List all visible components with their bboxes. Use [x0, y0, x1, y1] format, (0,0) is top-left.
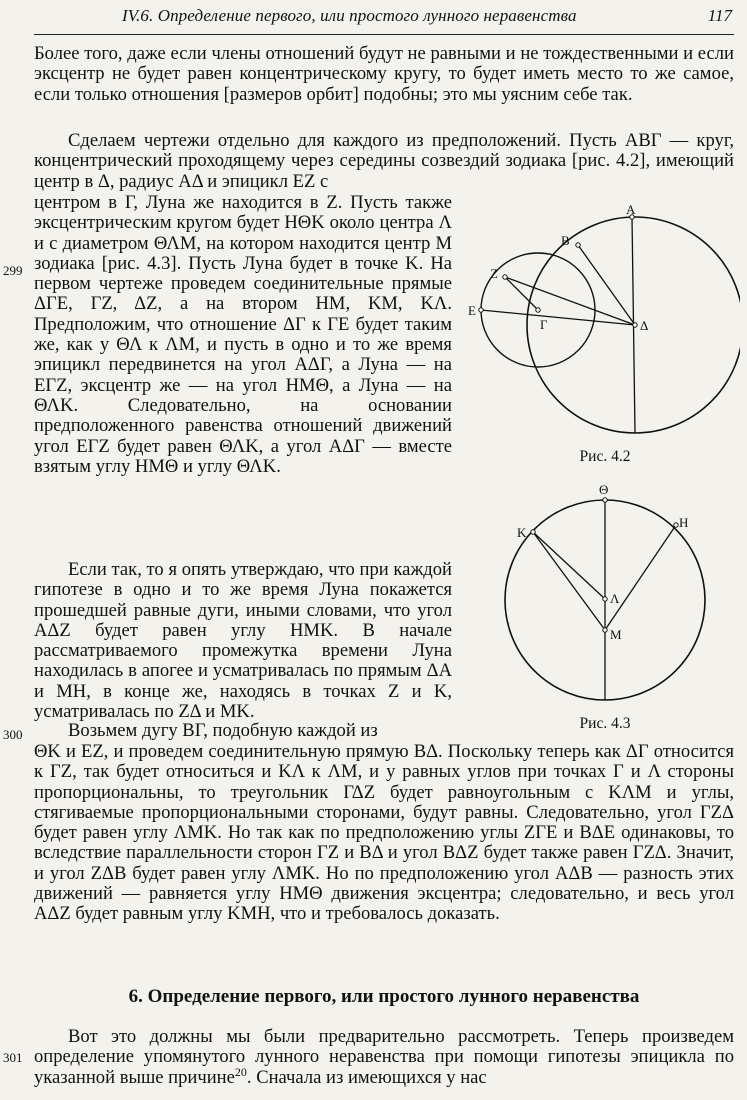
margin-number-300: 300 — [3, 727, 23, 742]
line-KL — [533, 532, 605, 599]
point-H — [674, 523, 678, 527]
footnote-ref: 20 — [234, 1064, 247, 1079]
point-Th — [603, 498, 607, 502]
paragraph-4: Если так, то я опять утверждаю, что при каждой гипотезе в одно и то же время Луна покажется прошедшей равные дуги, иными словами, что угол ΑΔΖ будет равен углу ΗΜΚ. В начале рассматриваемого промежутка времени Луна находилась в апогее и усматривалась по прямым ΔΑ и ΜΗ, в конце же, находясь в точках Ζ и Κ, усматривалась по ΖΔ и ΜΚ. — [34, 559, 452, 723]
label-G: Γ — [540, 317, 548, 332]
running-title: IV.6. Определение первого, или простого лунного неравенства — [122, 6, 577, 25]
figure-4-2 — [460, 205, 740, 440]
caption-4-2: Рис. 4.2 — [579, 448, 631, 465]
label-Z: Ζ — [490, 266, 498, 281]
line-KM — [533, 532, 605, 630]
point-Z — [503, 275, 507, 279]
paragraph-6 — [34, 1027, 734, 1088]
margin-number-299: 299 — [3, 263, 23, 278]
point-B — [576, 243, 580, 247]
point-D — [633, 323, 637, 327]
label-K: Κ — [517, 525, 527, 540]
paragraph-5-start: Возьмем дугу ΒΓ, подобную каждой из — [68, 720, 378, 741]
point-E — [479, 308, 483, 312]
line-HM — [605, 525, 676, 630]
label-Th: Θ — [599, 482, 609, 497]
point-G — [536, 308, 540, 312]
line-EGD — [481, 310, 635, 325]
paragraph-1: Более того, даже если члены отношений будут не равными и не тождественными и если эксцентр не будет равен концентрическому кругу, то будет иметь место то же самое, если только отношения [размеров орбит] подобны; это мы уясним себе так. — [34, 43, 734, 105]
point-K — [531, 530, 535, 534]
label-L: Λ — [610, 591, 620, 606]
label-A: Α — [626, 205, 636, 217]
point-M — [603, 628, 607, 632]
line-ZG — [505, 277, 538, 310]
section-heading: 6. Определение первого, или простого лунного неравенства — [128, 986, 640, 1007]
margin-number-301: 301 — [3, 1050, 23, 1065]
label-H: Η — [679, 515, 689, 530]
figure-4-3 — [490, 482, 730, 707]
caption-4-3: Рис. 4.3 — [579, 715, 631, 732]
paragraph-6-tail: . Сначала из имеющихся у нас — [246, 1066, 487, 1088]
paragraph-2: Сделаем чертежи отдельно для каждого из предположений. Пусть ΑΒΓ — круг, концентрический проходящему через середины созвездий зодиака [рис. 4.2], имеющий центр в Δ, радиус ΑΔ и эпицикл ΕΖ с — [34, 130, 734, 192]
line-ZD — [505, 277, 635, 325]
paragraph-3: центром в Γ, Луна же находится в Ζ. Пусть также эксцентрическим кругом будет ΗΘΚ около центра Λ и с диаметром ΘΛΜ, на котором находится центр Μ зодиака [рис. 4.3]. Пусть Луна будет в точке Κ. На первом чертеже проведем соединительные прямые ΔΓΕ, ΓΖ, ΔΖ, а на втором ΗΜ, ΚΜ, ΚΛ. Предположим, что отношение ΔΓ к ΓΕ будет таким же, как у ΘΛ к ΛΜ, и пусть в одно и то же время эпицикл передвинется на угол ΑΔΓ, а Луна — на ΕΓΖ, эксцентр же — на угол ΗΜΘ, а Луна — на ΘΛΚ. Следовательно, на основании предположенного равенства отношений движений угол ΕΓΖ будет равен ΘΛΚ, а угол ΑΔΓ — вместе взятым углу ΗΜΘ и углу ΘΛΚ. — [34, 192, 452, 477]
running-header — [34, 0, 734, 35]
paragraph-5: ΘΚ и ΕΖ, и проведем соединительную прямую ΒΔ. Поскольку теперь как ΔΓ относится к ΓΖ, так будет относиться и ΚΛ к ΛΜ, и у равных углов при точках Γ и Λ стороны пропорциональны, то треугольник ΓΔΖ будет равноугольным с ΚΛΜ и углы, стягиваемые пропорциональными сторонами, будут равны. Следовательно, угол ΓΖΔ будет равен углу ΛΜΚ. Но так как по предположению углы ΖΓΕ и ΒΔΕ одинаковы, то вследствие параллельности сторон ΓΖ и ΒΔ и угол ΒΔΖ будет также равен ΓΖΔ. Значит, и угол ΖΔΒ будет равен углу ΛΜΚ. Но по предположению угол ΑΔΒ — разность этих движений — равняется углу ΗΜΘ движения эксцентра; следовательно, и весь угол ΑΔΖ будет равным углу ΚΜΗ, что и требовалось доказать. — [34, 741, 734, 925]
page-number: 117 — [707, 6, 732, 25]
paragraph-6-text: Вот это должны мы были предварительно рассмотреть. Теперь произведем определение упомянутого лунного неравенства при помощи гипотезы эпицикла по указанной выше причине — [34, 1026, 734, 1088]
label-M: Μ — [610, 627, 622, 642]
point-L — [603, 597, 607, 601]
line-BD — [578, 245, 635, 325]
label-D: Δ — [640, 318, 649, 333]
label-E: Ε — [468, 303, 476, 318]
label-B: Β — [561, 233, 570, 248]
